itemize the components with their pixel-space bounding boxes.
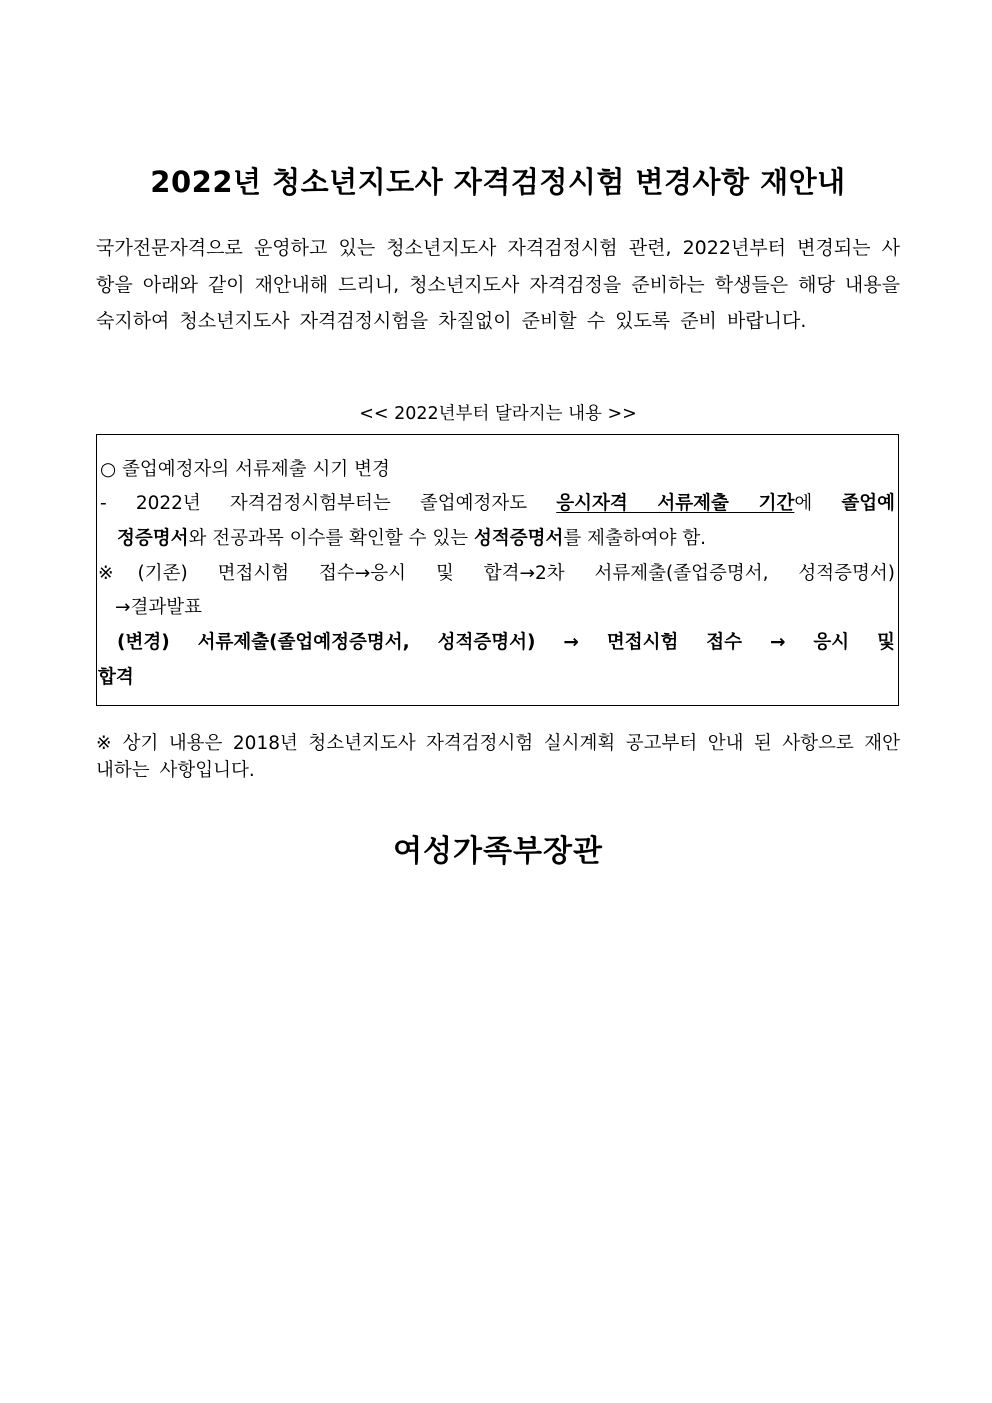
change-item-prefix: - 2022년 자격검정시험부터는 졸업예정자도 xyxy=(100,493,557,514)
change-item-mid: 에 xyxy=(794,493,842,514)
graduation-cert-highlight-part1: 졸업예 xyxy=(841,493,895,514)
old-process-line2: →결과발표 xyxy=(115,597,202,618)
change-item-mid2: 와 전공과목 이수를 확인할 수 있는 xyxy=(188,528,474,549)
graduation-cert-highlight-part2: 정증명서 xyxy=(117,528,189,549)
new-process-line1: (변경) 서류제출(졸업예정증명서, 성적증명서) → 면접시험 접수 → 응시 및 xyxy=(117,632,895,653)
signature: 여성가족부장관 xyxy=(393,834,603,869)
document-title: 2022년 청소년지도사 자격검정시험 변경사항 재안내 xyxy=(150,165,846,199)
intro-paragraph: 국가전문자격으로 운영하고 있는 청소년지도사 자격검정시험 관련, 2022년부터 변경되는 사항을 아래와 같이 재안내해 드리니, 청소년지도사 자격검정을 준비하는 학생들은 해당 내용을 숙지하여 청소년지도사 자격검정시험을 차질없이 준비할 수 있도록 준비 바랍니다. xyxy=(96,237,900,332)
change-item-line1 xyxy=(100,489,895,515)
transcript-highlight: 성적증명서 xyxy=(473,528,564,549)
old-process-line1: ※(기존) 면접시험 접수→응시 및 합격→2차 서류제출(졸업증명서, 성적증명서) xyxy=(98,563,895,584)
changes-box-heading: ○ 졸업예정자의 서류제출 시기 변경 xyxy=(100,459,390,480)
changes-box xyxy=(96,434,899,706)
change-item-suffix: 를 제출하여야 함. xyxy=(563,528,707,549)
footnote: ※ 상기 내용은 2018년 청소년지도사 자격검정시험 실시계획 공고부터 안내 된 사항으로 재안내하는 사항입니다. xyxy=(96,733,900,781)
submission-period-highlight: 응시자격 서류제출 기간 xyxy=(556,493,795,514)
changes-heading: << 2022년부터 달라지는 내용 >> xyxy=(359,404,637,424)
change-item-line2 xyxy=(117,524,895,550)
new-process-line2: 합격 xyxy=(98,667,134,688)
